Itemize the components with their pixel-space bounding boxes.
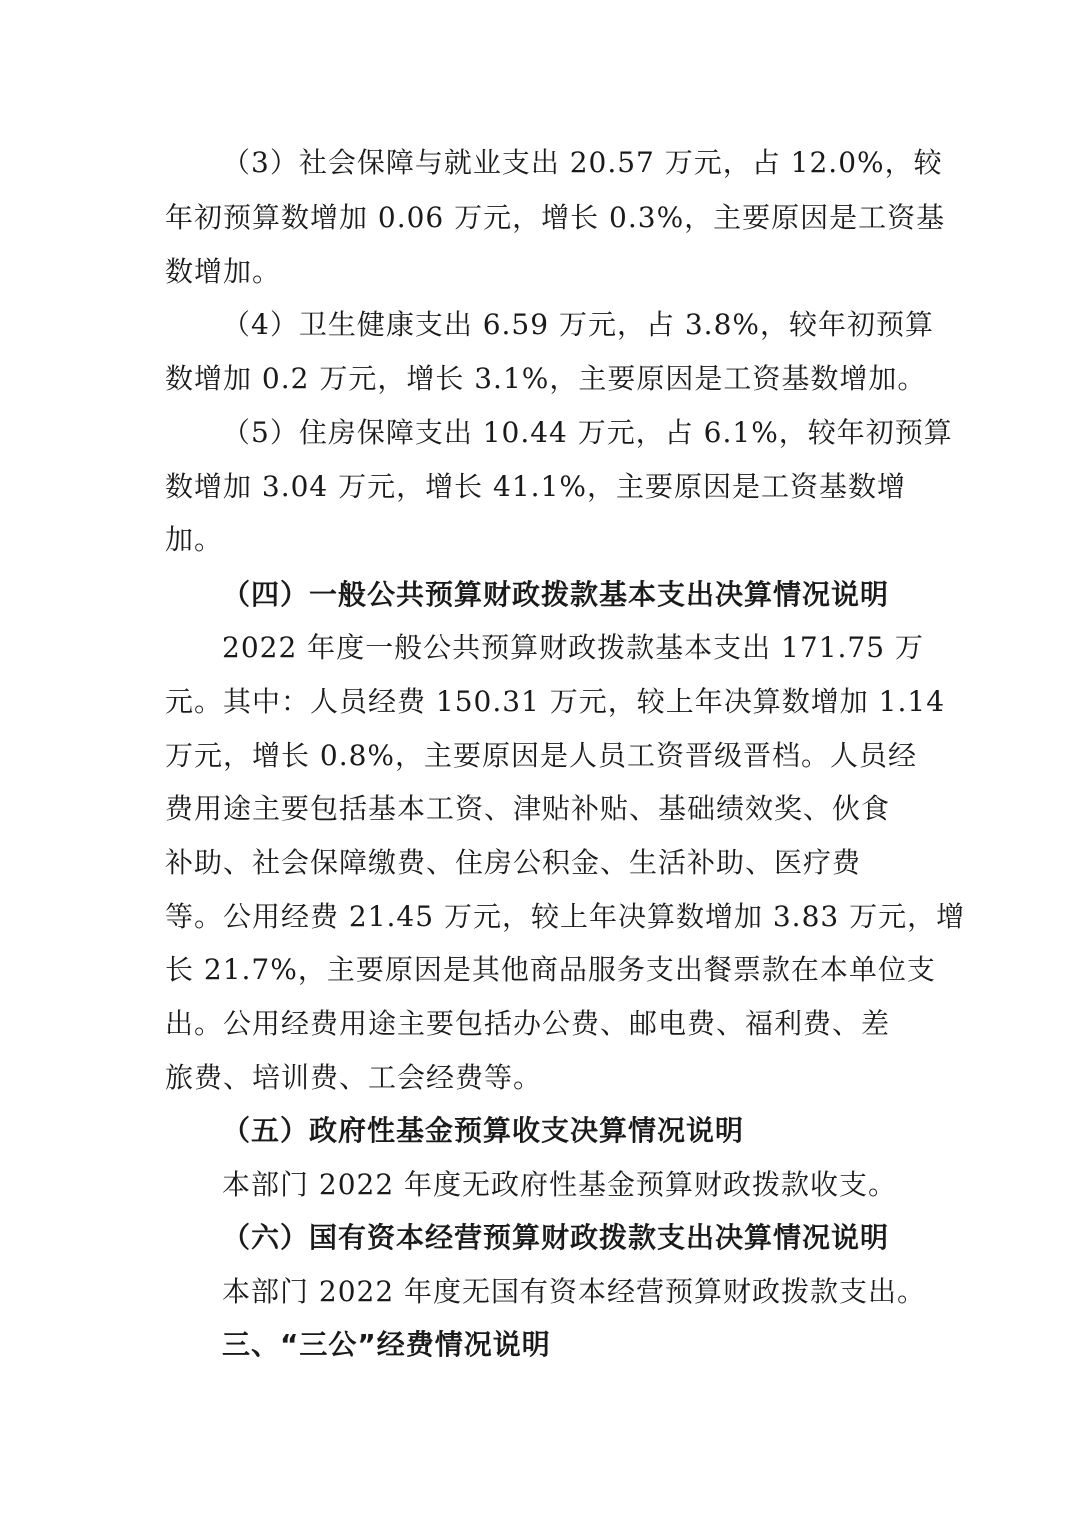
para-basic-expenditure-line-4: 费用途主要包括基本工资、津贴补贴、基础绩效奖、伙食 — [165, 792, 891, 825]
para-social-security-line-2: 年初预算数增加 0.06 万元，增长 0.3%，主要原因是工资基 — [165, 201, 946, 234]
para-housing-line-2: 数增加 3.04 万元，增长 41.1%，主要原因是工资基数增 — [165, 470, 906, 503]
para-basic-expenditure-line-6: 等。公用经费 21.45 万元，较上年决算数增加 3.83 万元，增 — [165, 900, 966, 933]
para-health-line-1: （4）卫生健康支出 6.59 万元，占 3.8%，较年初预算 — [222, 308, 934, 341]
para-social-security-line-3: 数增加。 — [165, 255, 282, 288]
para-basic-expenditure-line-3: 万元，增长 0.8%，主要原因是人员工资晋级晋档。人员经 — [165, 739, 918, 772]
heading-three-public-expenses: 三、“三公”经费情况说明 — [222, 1328, 551, 1361]
para-state-capital: 本部门 2022 年度无国有资本经营预算财政拨款支出。 — [222, 1275, 927, 1308]
para-housing-line-1: （5）住房保障支出 10.44 万元，占 6.1%，较年初预算 — [222, 416, 953, 449]
para-social-security-line-1: （3）社会保障与就业支出 20.57 万元，占 12.0%，较 — [222, 146, 943, 179]
para-health-line-2: 数增加 0.2 万元，增长 3.1%，主要原因是工资基数增加。 — [165, 362, 927, 395]
para-basic-expenditure-line-9: 旅费、培训费、工会经费等。 — [165, 1061, 543, 1094]
heading-basic-expenditure: （四）一般公共预算财政拨款基本支出决算情况说明 — [222, 578, 890, 611]
heading-government-fund: （五）政府性基金预算收支决算情况说明 — [222, 1114, 745, 1147]
para-basic-expenditure-line-5: 补助、社会保障缴费、住房公积金、生活补助、医疗费 — [165, 846, 862, 879]
para-basic-expenditure-line-2: 元。其中：人员经费 150.31 万元，较上年决算数增加 1.14 — [165, 685, 946, 718]
heading-state-capital: （六）国有资本经营预算财政拨款支出决算情况说明 — [222, 1221, 890, 1254]
para-basic-expenditure-line-1: 2022 年度一般公共预算财政拨款基本支出 171.75 万 — [222, 631, 924, 664]
para-basic-expenditure-line-7: 长 21.7%，主要原因是其他商品服务支出餐票款在本单位支 — [165, 953, 936, 986]
para-government-fund: 本部门 2022 年度无政府性基金预算财政拨款收支。 — [222, 1168, 898, 1201]
para-basic-expenditure-line-8: 出。公用经费用途主要包括办公费、邮电费、福利费、差 — [165, 1007, 891, 1040]
para-housing-line-3: 加。 — [165, 523, 224, 556]
